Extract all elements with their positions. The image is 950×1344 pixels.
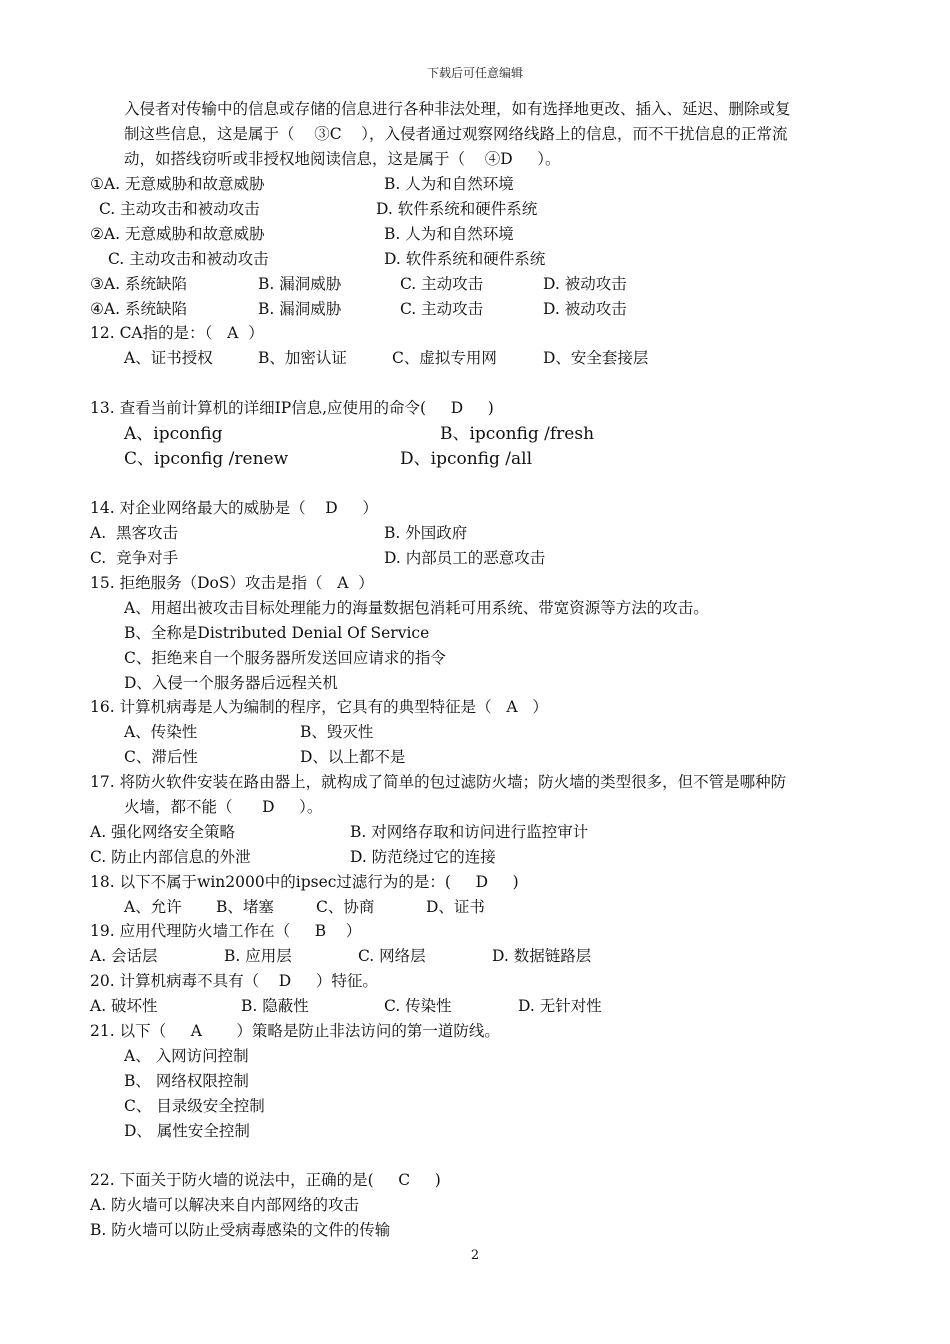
option: C. 网络层 <box>358 947 426 965</box>
option: B、加密认证 <box>258 349 347 367</box>
option: C、滞后性 <box>124 748 198 766</box>
option: B. 人为和自然环境 <box>384 225 514 243</box>
question-15: 15. 拒绝服务（DoS）攻击是指（ A ） <box>90 574 374 592</box>
option: B. 对网络存取和访问进行监控审计 <box>350 823 589 841</box>
option: A、允许 <box>124 898 182 916</box>
option: A、 入网访问控制 <box>124 1047 249 1065</box>
question-12: 12. CA指的是：（ A ） <box>90 324 264 342</box>
text-line: 动，如搭线窃听或非授权地阅读信息，这是属于（ ④D ）。 <box>124 150 561 168</box>
option: A、证书授权 <box>124 349 213 367</box>
option: A. 防火墙可以解决来自内部网络的攻击 <box>90 1196 360 1214</box>
option: C. 主动攻击 <box>400 275 484 293</box>
option: D. 被动攻击 <box>543 275 627 293</box>
option: ①A. 无意威胁和故意威胁 <box>90 175 265 193</box>
option: C、ipconfig /renew <box>124 449 289 469</box>
option: D. 防范绕过它的连接 <box>350 848 496 866</box>
option: B. 漏洞威胁 <box>258 275 342 293</box>
text-line: 制这些信息，这是属于（ ③C ），入侵者通过观察网络线路上的信息，而不干扰信息的正常流 <box>124 125 788 143</box>
option: B、 网络权限控制 <box>124 1072 249 1090</box>
question-14: 14. 对企业网络最大的威胁是（ D ） <box>90 499 378 517</box>
question-20: 20. 计算机病毒不具有（ D ）特征。 <box>90 972 378 990</box>
option: B、毁灭性 <box>300 723 374 741</box>
question-13: 13. 查看当前计算机的详细IP信息,应使用的命令( D ) <box>90 399 494 417</box>
option: C、 目录级安全控制 <box>124 1097 265 1115</box>
option: B. 隐蔽性 <box>241 997 309 1015</box>
option: C、虚拟专用网 <box>392 349 497 367</box>
option: ③A. 系统缺陷 <box>90 275 187 293</box>
option: D. 被动攻击 <box>543 300 627 318</box>
option: A、ipconfig <box>124 424 223 444</box>
option: A、用超出被攻击目标处理能力的海量数据包消耗可用系统、带宽资源等方法的攻击。 <box>124 599 709 617</box>
text-line: 火墙，都不能（ D ）。 <box>124 798 323 816</box>
option: D. 软件系统和硬件系统 <box>384 250 546 268</box>
question-19: 19. 应用代理防火墙工作在（ B ） <box>90 922 362 940</box>
question-18: 18. 以下不属于win2000中的ipsec过滤行为的是：( D ) <box>90 873 519 891</box>
option: ②A. 无意威胁和故意威胁 <box>90 225 265 243</box>
option: D、以上都不是 <box>300 748 406 766</box>
option: C. 主动攻击和被动攻击 <box>108 250 269 268</box>
question-16: 16. 计算机病毒是人为编制的程序，它具有的典型特征是（ A ） <box>90 698 548 716</box>
option: A. 黑客攻击 <box>90 524 178 542</box>
option: D、ipconfig /all <box>400 449 533 469</box>
option: C. 传染性 <box>384 997 452 1015</box>
option: A. 会话层 <box>90 947 158 965</box>
option: B. 防火墙可以防止受病毒感染的文件的传输 <box>90 1221 391 1239</box>
option: A、传染性 <box>124 723 198 741</box>
option: C、协商 <box>316 898 375 916</box>
question-22: 22. 下面关于防火墙的说法中，正确的是( C ) <box>90 1171 441 1189</box>
option: B、全称是Distributed Denial Of Service <box>124 624 430 642</box>
option: D. 数据链路层 <box>492 947 592 965</box>
option: ④A. 系统缺陷 <box>90 300 187 318</box>
option: D、安全套接层 <box>543 349 649 367</box>
question-21: 21. 以下（ A ）策略是防止非法访问的第一道防线。 <box>90 1022 500 1040</box>
option: A. 强化网络安全策略 <box>90 823 236 841</box>
option: D. 软件系统和硬件系统 <box>376 200 538 218</box>
option: D. 内部员工的恶意攻击 <box>384 549 546 567</box>
option: C. 防止内部信息的外泄 <box>90 848 251 866</box>
option: B. 漏洞威胁 <box>258 300 342 318</box>
option: B. 人为和自然环境 <box>384 175 514 193</box>
page-number: 2 <box>470 1248 480 1263</box>
option: C. 竞争对手 <box>90 549 179 567</box>
text-line: 入侵者对传输中的信息或存储的信息进行各种非法处理，如有选择地更改、插入、延迟、删除或复 <box>124 100 791 118</box>
option: D、证书 <box>426 898 485 916</box>
option: D、 属性安全控制 <box>124 1122 250 1140</box>
question-17: 17. 将防火软件安装在路由器上，就构成了简单的包过滤防火墙；防火墙的类型很多，但不管是哪种防 <box>90 773 787 791</box>
option: B. 外国政府 <box>384 524 468 542</box>
page-header: 下载后可任意编辑 <box>426 66 523 80</box>
option: D. 无针对性 <box>518 997 602 1015</box>
option: C. 主动攻击和被动攻击 <box>99 200 260 218</box>
option: D、入侵一个服务器后远程关机 <box>124 674 338 692</box>
option: B、堵塞 <box>216 898 274 916</box>
option: C、拒绝来自一个服务器所发送回应请求的指令 <box>124 649 446 667</box>
option: B、ipconfig /fresh <box>440 424 595 444</box>
option: B. 应用层 <box>224 947 292 965</box>
option: A. 破坏性 <box>90 997 158 1015</box>
option: C. 主动攻击 <box>400 300 484 318</box>
